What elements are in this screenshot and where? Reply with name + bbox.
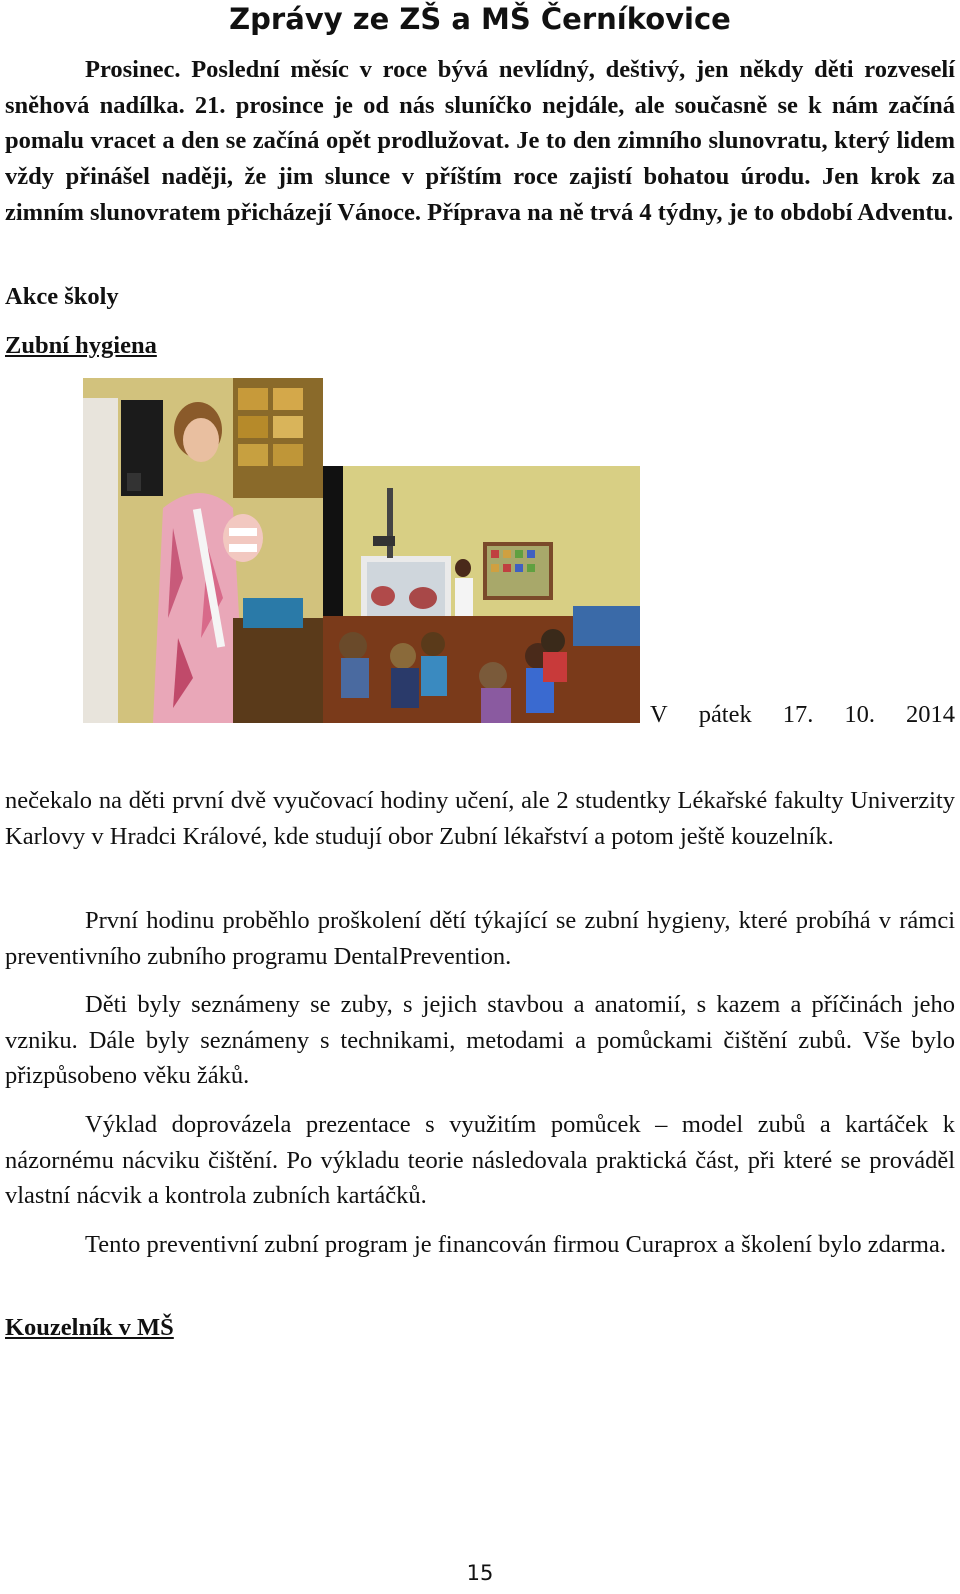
photo-classroom-presentation <box>323 466 640 723</box>
date-line <box>650 700 955 730</box>
article-paragraph: Děti byly seznámeny se zuby, s jejich stavbou a anatomií, s kazem a příčinách jeho vzniku. Dále byly seznámeny s technikami, metodami a pomůckami čištění zubů. Vše bylo přizpůsobeno věku žáků. <box>5 991 955 1090</box>
article-paragraph: Výklad doprovázela prezentace s využitím pomůcek – model zubů a kartáček k názornému nácviku čištění. Po výkladu teorie následovala praktická část, při které se prováděl vlastní nácvik a kontrola zubních kartáčků. <box>5 1111 955 1210</box>
article-paragraph: První hodinu proběhlo proškolení dětí týkající se zubní hygieny, které probíhá v rámci preventivního zubního programu DentalPrevention. <box>5 907 955 970</box>
article-heading-dental: Zubní hygiena <box>5 332 157 359</box>
date-word: 10. <box>844 701 875 728</box>
date-word: pátek <box>698 701 752 728</box>
section-heading: Akce školy <box>5 283 119 310</box>
article-heading-magician: Kouzelník v MŠ <box>5 1314 174 1341</box>
date-word: 2014 <box>905 701 955 728</box>
date-word: 17. <box>782 701 814 728</box>
page-title: Zprávy ze ZŠ a MŠ Černíkovice <box>229 2 731 36</box>
date-word: V <box>650 701 668 728</box>
photo-girl-teeth-model <box>83 378 323 723</box>
page-number: 15 <box>466 1561 494 1585</box>
article-paragraph: Tento preventivní zubní program je financován firmou Curaprox a školení bylo zdarma. <box>85 1231 946 1258</box>
intro-paragraph: Prosinec. Poslední měsíc v roce bývá nevlídný, deštivý, jen někdy děti rozveselí sněhová nadílka. 21. prosince je od nás sluníčko nejdále, ale současně se k nám začíná pomalu vracet a den se začíná opět prodlužovat. Je to den zimního slunovratu, který lidem vždy přinášel naději, že jim slunce v příštím roce zajistí bohatou úrodu. Jen krok za zimním slunovratem přicházejí Vánoce. Příprava na ně trvá 4 týdny, je to období Adventu. <box>5 56 955 226</box>
article-paragraph: nečekalo na děti první dvě vyučovací hodiny učení, ale 2 studentky Lékařské fakulty Univerzity Karlovy v Hradci Králové, kde studují obor Zubní lékařství a potom ještě kouzelník. <box>5 787 955 850</box>
